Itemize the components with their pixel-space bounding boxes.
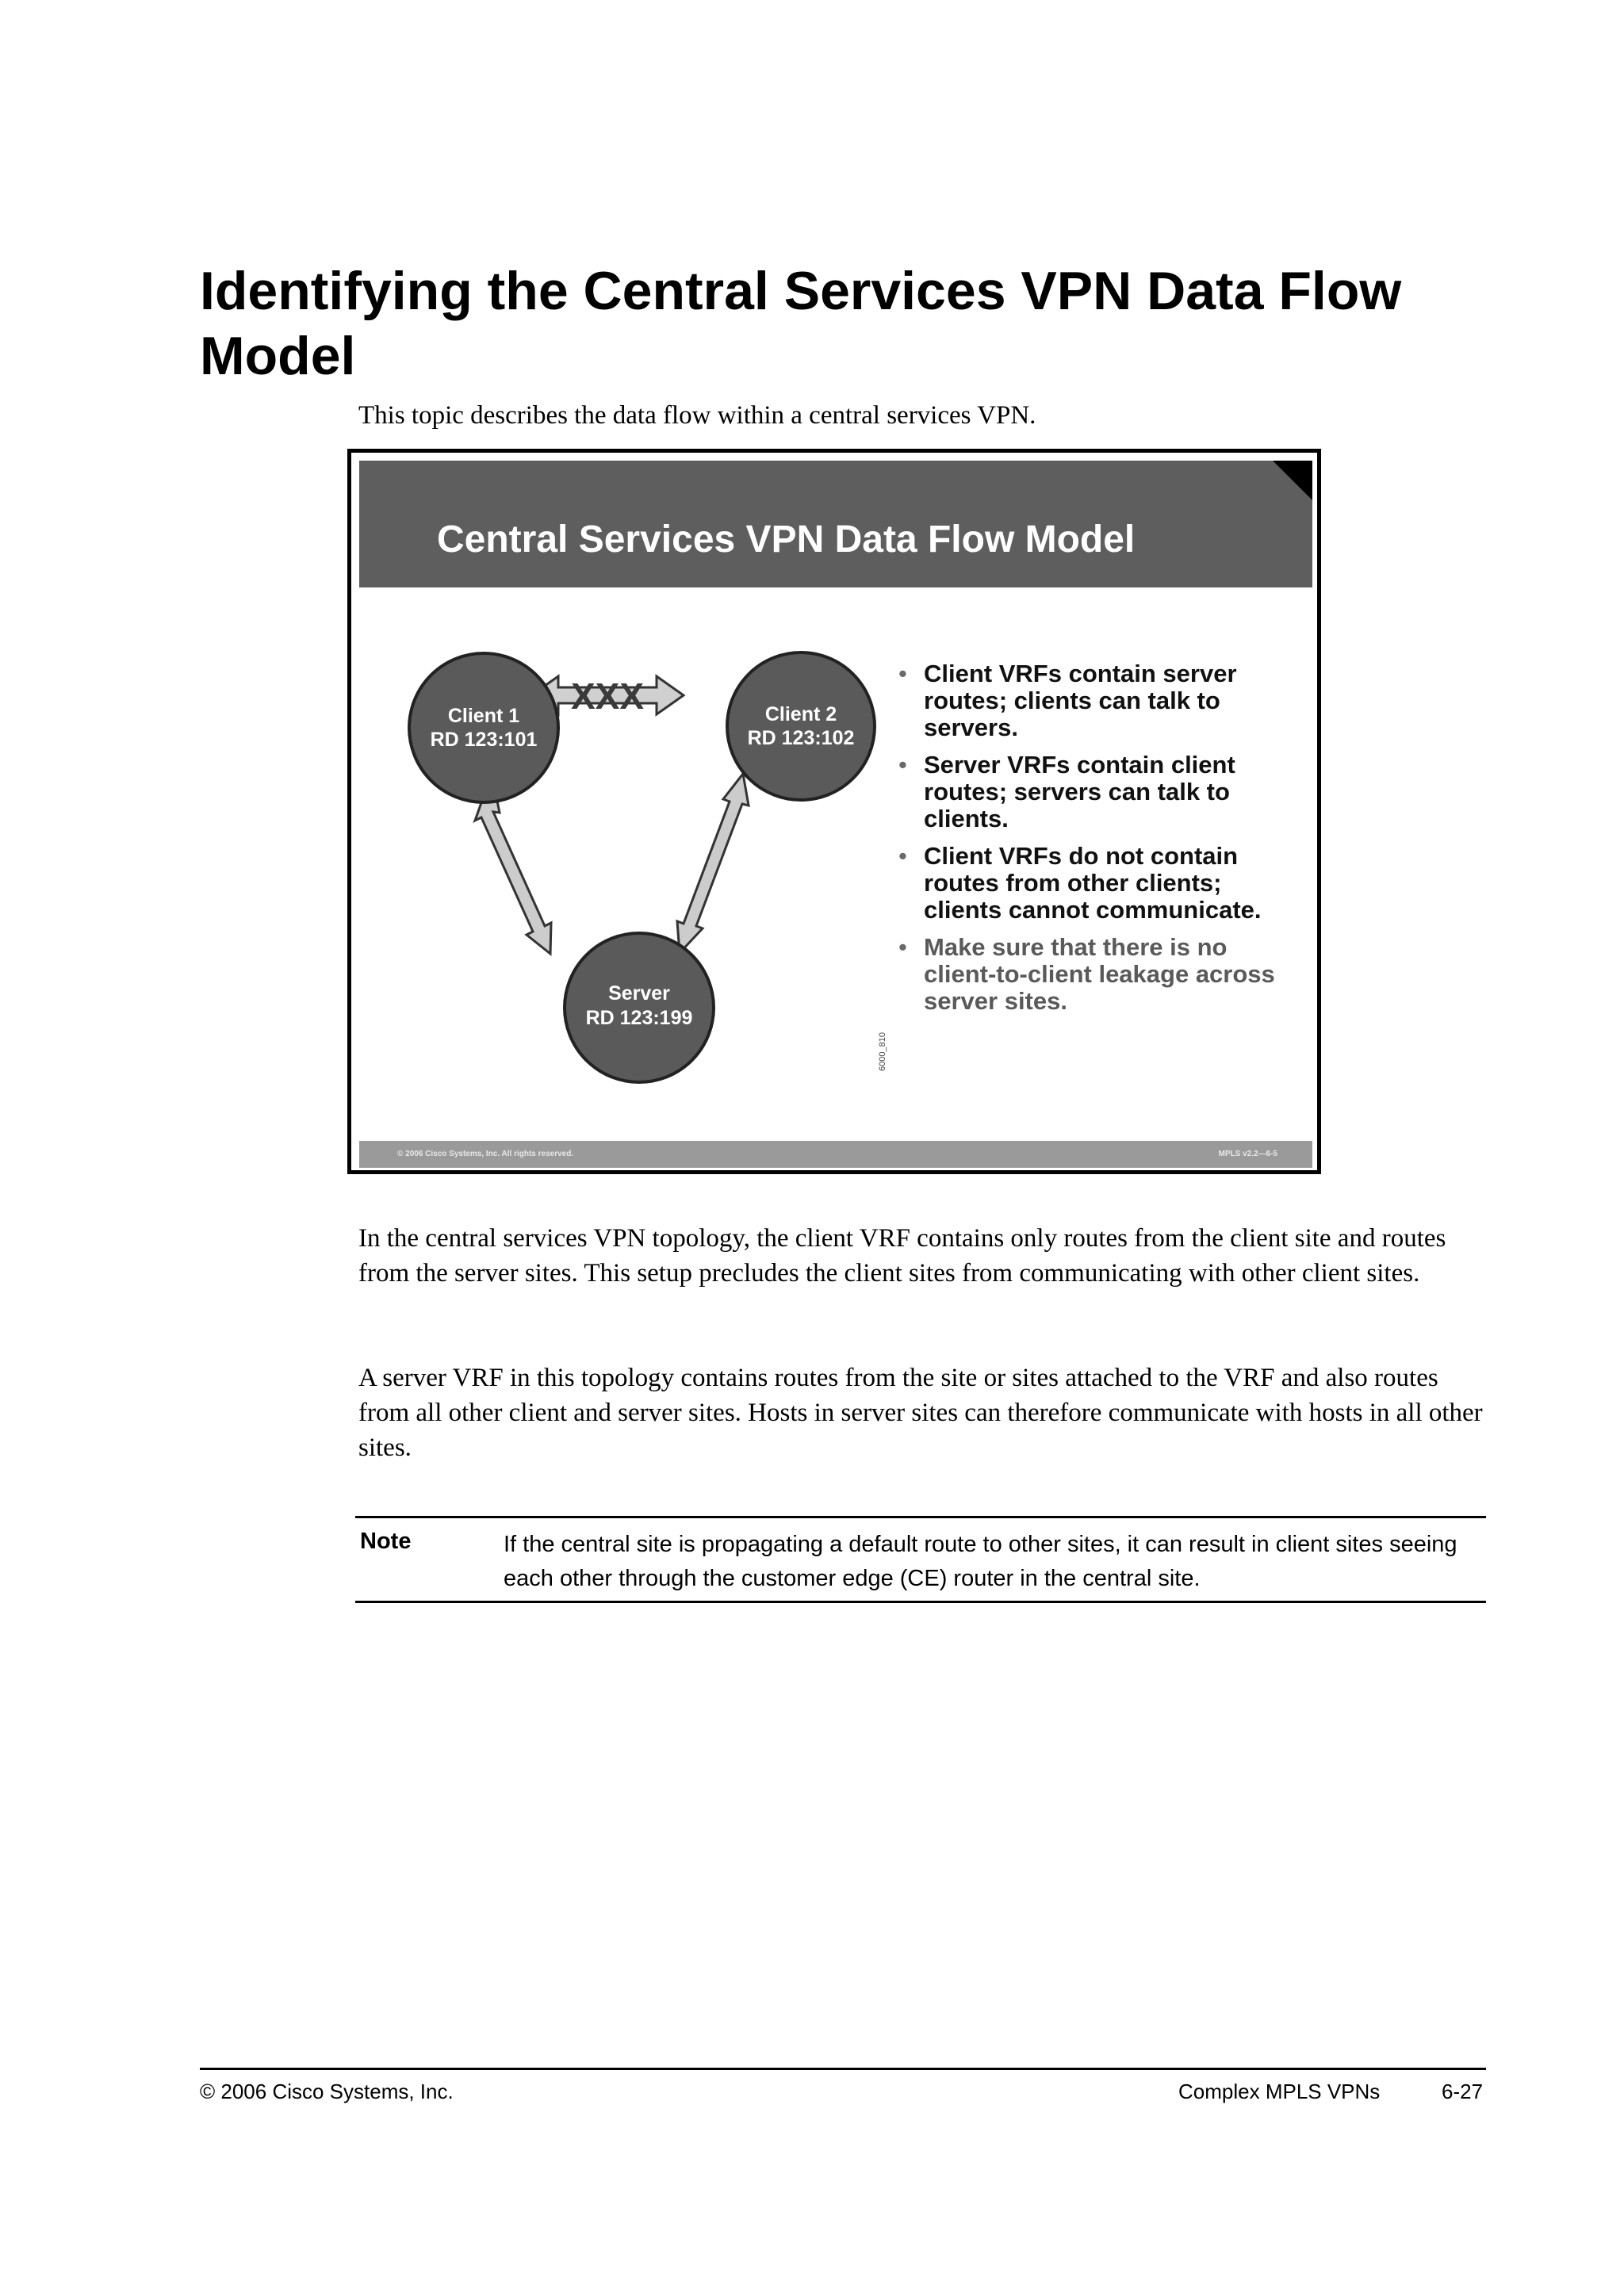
- client2-node: [727, 652, 875, 800]
- slide-footer-code: MPLS v2.2—6-5: [1218, 1150, 1277, 1158]
- page-heading: Identifying the Central Services VPN Data Flow Model: [200, 261, 1402, 386]
- topology-diagram: [403, 643, 894, 1087]
- page-number: 6-27: [1442, 2080, 1484, 2103]
- client1-node: [409, 653, 558, 802]
- footer-section: Complex MPLS VPNs: [1178, 2080, 1381, 2103]
- note-top-rule: [355, 1516, 1486, 1518]
- slide-footer: [359, 1141, 1312, 1168]
- intro-text: This topic describes the data flow within a central services VPN.: [358, 401, 1036, 430]
- server-rd: RD 123:199: [585, 1007, 693, 1029]
- client2-name: Client 2: [764, 703, 837, 725]
- slide-footer-copyright: © 2006 Cisco Systems, Inc. All rights reserved.: [397, 1150, 574, 1158]
- client2-server-arrow: [677, 774, 749, 953]
- corner-flag-icon: [1273, 461, 1312, 500]
- note-text: If the central site is propagating a default route to other sites, it can result in client sites seeing each other through the customer edge (CE) router in the central site.: [504, 1532, 1457, 1591]
- note-bottom-rule: [355, 1601, 1486, 1603]
- client1-rd: RD 123:101: [430, 729, 538, 751]
- slide-bullet: • Make sure that there is no client-to-client leakage across server sites.: [898, 934, 1295, 1015]
- client2-rd: RD 123:102: [747, 727, 855, 749]
- body-paragraph: In the central services VPN topology, the client VRF contains only routes from the client site and routes from the server sites. This setup precludes the client sites from communicating with other client sites.: [358, 1224, 1446, 1288]
- figure-code: 6000_810: [878, 1032, 887, 1071]
- slide-header: [359, 461, 1312, 587]
- slide-title: Central Services VPN Data Flow Model: [437, 519, 1136, 561]
- server-name: Server: [608, 982, 670, 1004]
- client1-name: Client 1: [447, 705, 520, 727]
- body-paragraph: A server VRF in this topology contains routes from the site or sites attached to the VRF and also routes from all other client and server sites. Hosts in server sites can therefore communicate with hosts in all other sites.: [358, 1364, 1483, 1462]
- slide-bullet: • Client VRFs contain server routes; clients can talk to servers.: [898, 660, 1295, 741]
- server-node: [565, 933, 714, 1082]
- slide-bullet: • Server VRFs contain client routes; servers can talk to clients.: [898, 752, 1295, 832]
- note-label: Note: [360, 1529, 412, 1554]
- slide-figure: [347, 449, 1321, 1174]
- footer-copyright: © 2006 Cisco Systems, Inc.: [200, 2080, 454, 2103]
- blocked-label: XXX: [570, 675, 645, 717]
- slide-bullets: [898, 660, 1295, 1025]
- footer-rule: [200, 2068, 1486, 2070]
- slide-bullet: • Client VRFs do not contain routes from other clients; clients cannot communicate.: [898, 843, 1295, 924]
